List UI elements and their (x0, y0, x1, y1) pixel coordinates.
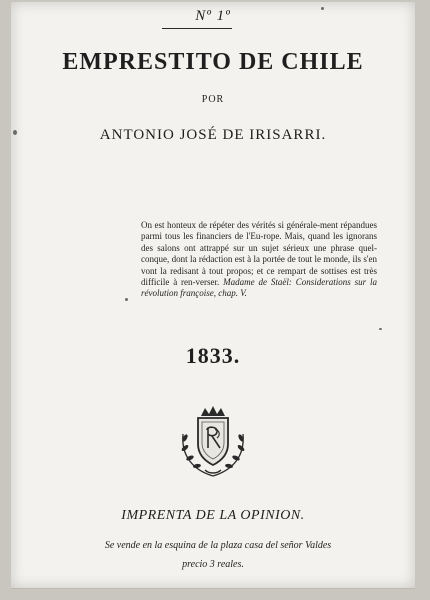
byline: POR (201, 94, 225, 105)
printer-name: IMPRENTA DE LA OPINION. (121, 508, 305, 523)
epigraph-source: Madame de Staël: Considerations sur la révolution françoise, chap. V. (141, 277, 378, 299)
scan-speck (379, 328, 382, 330)
ornamental-crest-icon (171, 404, 255, 480)
publication-year: 1833. (185, 343, 241, 368)
price-note: precio 3 reales. (182, 559, 244, 570)
issue-number: Nº 1º (195, 8, 231, 24)
sale-note: Se vende en la esquina de la plaza casa del señor Valdes (104, 540, 332, 551)
document-page (11, 2, 415, 589)
author-name: ANTONIO JOSÉ DE IRISARRI. (99, 127, 327, 143)
scan-speck (13, 130, 17, 135)
scan-speck (125, 298, 128, 301)
epigraph (141, 220, 377, 300)
document-title: EMPRESTITO DE CHILE (62, 49, 364, 75)
scan-speck (321, 7, 324, 10)
epigraph-text: On est honteux de répéter des vérités si générale-ment répandues parmi tous les financiers de l'Eu-rope. Mais, quand les ignorans des salons ont attrappé sur un sujet sérieux une phrase quel-conque, dont la rédaction est à la portée de tout le monde, ils s'en vont la redisant à tout propos; et ce rempart de sottises est très difficile à ren-verser. (141, 220, 377, 288)
issue-number-underline (162, 28, 232, 29)
